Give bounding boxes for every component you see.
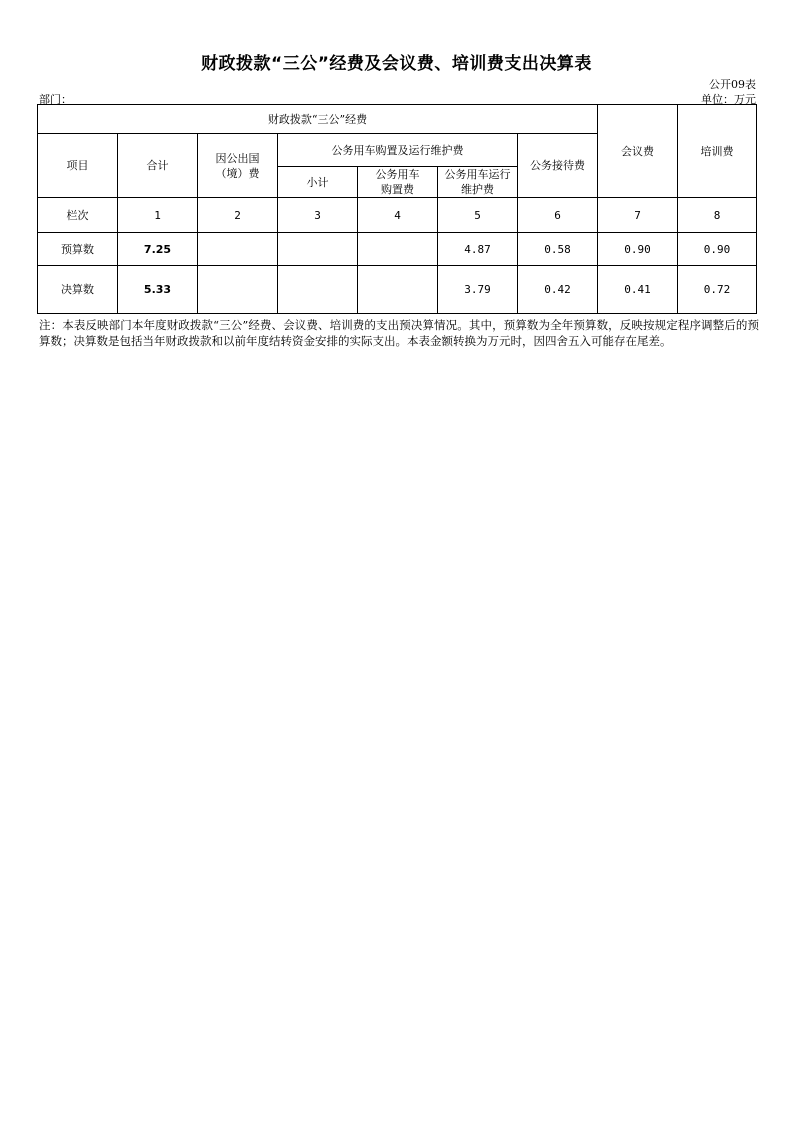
header-abroad bbox=[198, 134, 278, 198]
column-index-7: 7 bbox=[598, 198, 678, 233]
budget-vehicle-purchase bbox=[358, 233, 438, 266]
column-index-5: 5 bbox=[438, 198, 518, 233]
actual-reception: 0.42 bbox=[518, 266, 598, 314]
form-number: 公开09表 bbox=[709, 78, 756, 91]
header-training: 培训费 bbox=[678, 105, 757, 198]
budget-reception: 0.58 bbox=[518, 233, 598, 266]
actual-total: 5.33 bbox=[118, 266, 198, 314]
header-total: 合计 bbox=[118, 134, 198, 198]
column-index-4: 4 bbox=[358, 198, 438, 233]
actual-abroad bbox=[198, 266, 278, 314]
header-subtotal: 小计 bbox=[278, 167, 358, 198]
table-row-actual bbox=[38, 266, 757, 314]
actual-vehicle-purchase bbox=[358, 266, 438, 314]
budget-vehicle-operation: 4.87 bbox=[438, 233, 518, 266]
header-vehicle-operation-text: 公务用车运行维护费 bbox=[444, 168, 511, 196]
column-index-3: 3 bbox=[278, 198, 358, 233]
page-title: 财政拨款“三公”经费及会议费、培训费支出决算表 bbox=[201, 54, 592, 74]
expenditure-table bbox=[37, 104, 757, 314]
budget-abroad bbox=[198, 233, 278, 266]
actual-training: 0.72 bbox=[678, 266, 757, 314]
unit-label: 单位：万元 bbox=[701, 93, 756, 106]
header-vehicle-purchase-text: 公务用车购置费 bbox=[375, 168, 420, 196]
header-item: 项目 bbox=[38, 134, 118, 198]
row-label-budget: 预算数 bbox=[38, 233, 118, 266]
actual-vehicle-operation: 3.79 bbox=[438, 266, 518, 314]
column-index-1: 1 bbox=[118, 198, 198, 233]
header-vehicle-purchase bbox=[358, 167, 438, 198]
header-vehicle-group: 公务用车购置及运行维护费 bbox=[278, 134, 518, 167]
header-reception: 公务接待费 bbox=[518, 134, 598, 198]
row-index-label: 栏次 bbox=[38, 198, 118, 233]
budget-total: 7.25 bbox=[118, 233, 198, 266]
budget-subtotal bbox=[278, 233, 358, 266]
header-vehicle-operation bbox=[438, 167, 518, 198]
table-note: 注：本表反映部门本年度财政拨款“三公”经费、会议费、培训费的支出预决算情况。其中，预算数为全年预算数，反映按规定程序调整后的预算数；决算数是包括当年财政拨款和以前年度结转资金安排的实际支出。本表金额转换为万元时，因四舍五入可能存在尾差。 bbox=[39, 318, 759, 348]
column-index-6: 6 bbox=[518, 198, 598, 233]
actual-subtotal bbox=[278, 266, 358, 314]
budget-training: 0.90 bbox=[678, 233, 757, 266]
header-meeting: 会议费 bbox=[598, 105, 678, 198]
row-label-actual: 决算数 bbox=[38, 266, 118, 314]
budget-meeting: 0.90 bbox=[598, 233, 678, 266]
column-index-8: 8 bbox=[678, 198, 757, 233]
table-row-budget bbox=[38, 233, 757, 266]
department-label: 部门： bbox=[39, 93, 72, 106]
header-abroad-text: 因公出国（境）费 bbox=[215, 151, 260, 180]
table-row-index bbox=[38, 198, 757, 233]
header-three-public: 财政拨款“三公”经费 bbox=[38, 105, 598, 134]
column-index-2: 2 bbox=[198, 198, 278, 233]
actual-meeting: 0.41 bbox=[598, 266, 678, 314]
